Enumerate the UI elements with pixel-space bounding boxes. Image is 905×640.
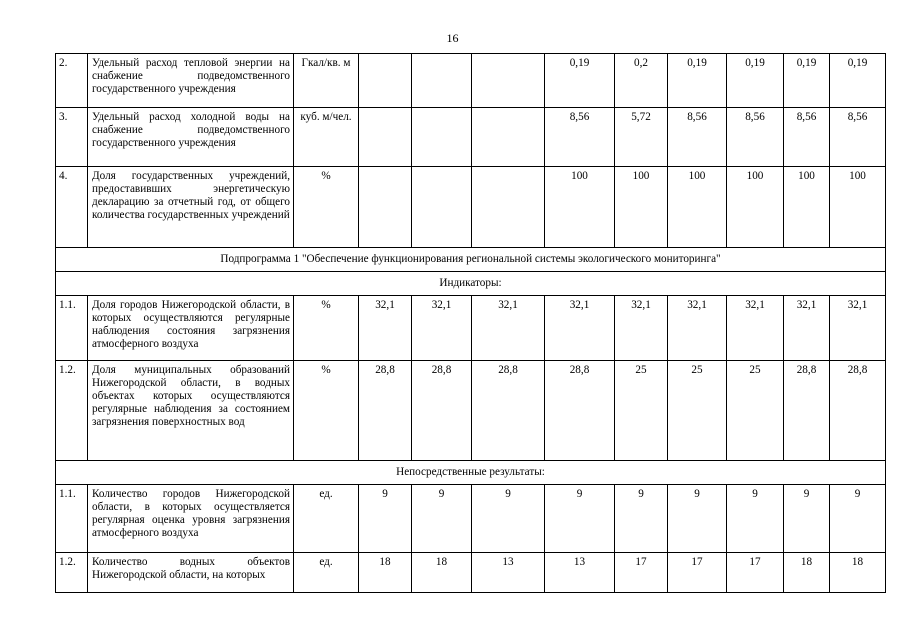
value-cell (359, 108, 412, 167)
table-row (56, 167, 886, 248)
indicator-name: Доля муниципальных образований Нижегородской области, в водных объектах которых осуществляются регулярные наблюдения за состоянием загрязнения поверхностных вод (88, 361, 294, 461)
value-cell: 100 (668, 167, 727, 248)
unit-cell: % (294, 167, 359, 248)
section-title: Индикаторы: (56, 272, 886, 296)
section-row (56, 272, 886, 296)
value-cell: 9 (472, 485, 545, 553)
value-cell: 17 (727, 553, 784, 593)
row-number: 1.2. (56, 553, 88, 593)
section-title: Непосредственные результаты: (56, 461, 886, 485)
value-cell: 32,1 (727, 296, 784, 361)
row-number: 3. (56, 108, 88, 167)
table-row (56, 54, 886, 108)
row-number: 2. (56, 54, 88, 108)
value-cell: 9 (727, 485, 784, 553)
value-cell: 9 (412, 485, 472, 553)
value-cell: 28,8 (359, 361, 412, 461)
value-cell: 8,56 (545, 108, 615, 167)
value-cell: 9 (545, 485, 615, 553)
value-cell: 32,1 (830, 296, 886, 361)
section-row (56, 248, 886, 272)
value-cell (412, 108, 472, 167)
table-row (56, 553, 886, 593)
value-cell: 32,1 (784, 296, 830, 361)
value-cell: 9 (359, 485, 412, 553)
value-cell: 100 (615, 167, 668, 248)
value-cell (472, 54, 545, 108)
value-cell: 18 (359, 553, 412, 593)
unit-cell: ед. (294, 553, 359, 593)
indicator-name: Доля государственных учреждений, предоставивших энергетическую декларацию за отчетный год, от общего количества государственных учреждений (88, 167, 294, 248)
value-cell: 100 (545, 167, 615, 248)
unit-cell: % (294, 361, 359, 461)
value-cell: 28,8 (830, 361, 886, 461)
value-cell: 25 (615, 361, 668, 461)
unit-cell: куб. м/чел. (294, 108, 359, 167)
value-cell: 9 (830, 485, 886, 553)
indicators-table (55, 53, 886, 593)
value-cell (412, 54, 472, 108)
value-cell: 100 (784, 167, 830, 248)
value-cell: 9 (615, 485, 668, 553)
table-row (56, 108, 886, 167)
value-cell: 18 (784, 553, 830, 593)
value-cell: 28,8 (412, 361, 472, 461)
value-cell: 0,19 (784, 54, 830, 108)
value-cell (472, 108, 545, 167)
value-cell: 28,8 (545, 361, 615, 461)
value-cell: 25 (727, 361, 784, 461)
value-cell: 0,19 (830, 54, 886, 108)
row-number: 1.2. (56, 361, 88, 461)
value-cell: 25 (668, 361, 727, 461)
value-cell: 8,56 (830, 108, 886, 167)
value-cell (412, 167, 472, 248)
value-cell: 13 (545, 553, 615, 593)
indicator-name: Количество водных объектов Нижегородской области, на которых (88, 553, 294, 593)
value-cell (359, 167, 412, 248)
indicator-name: Количество городов Нижегородской области, в которых осуществляется регулярная оценка уровня загрязнения атмосферного воздуха (88, 485, 294, 553)
value-cell: 17 (615, 553, 668, 593)
row-number: 1.1. (56, 296, 88, 361)
value-cell: 32,1 (359, 296, 412, 361)
value-cell: 5,72 (615, 108, 668, 167)
value-cell: 8,56 (668, 108, 727, 167)
value-cell: 28,8 (472, 361, 545, 461)
value-cell: 18 (412, 553, 472, 593)
row-number: 4. (56, 167, 88, 248)
section-title: Подпрограмма 1 "Обеспечение функционирования региональной системы экологического мониторинга" (56, 248, 886, 272)
value-cell: 32,1 (412, 296, 472, 361)
value-cell: 100 (727, 167, 784, 248)
value-cell: 17 (668, 553, 727, 593)
value-cell: 32,1 (545, 296, 615, 361)
value-cell: 100 (830, 167, 886, 248)
row-number: 1.1. (56, 485, 88, 553)
value-cell: 0,19 (545, 54, 615, 108)
value-cell: 32,1 (668, 296, 727, 361)
page-number: 16 (446, 31, 459, 45)
value-cell: 8,56 (727, 108, 784, 167)
unit-cell: ед. (294, 485, 359, 553)
value-cell (472, 167, 545, 248)
indicator-name: Доля городов Нижегородской области, в которых осуществляются регулярные наблюдения состояния загрязнения атмосферного воздуха (88, 296, 294, 361)
value-cell: 32,1 (615, 296, 668, 361)
value-cell: 9 (668, 485, 727, 553)
table-row (56, 361, 886, 461)
value-cell (359, 54, 412, 108)
value-cell: 0,19 (727, 54, 784, 108)
value-cell: 8,56 (784, 108, 830, 167)
value-cell: 9 (784, 485, 830, 553)
unit-cell: Гкал/кв. м (294, 54, 359, 108)
table-row (56, 296, 886, 361)
value-cell: 28,8 (784, 361, 830, 461)
unit-cell: % (294, 296, 359, 361)
value-cell: 32,1 (472, 296, 545, 361)
value-cell: 13 (472, 553, 545, 593)
indicator-name: Удельный расход тепловой энергии на снабжение подведомственного государственного учреждения (88, 54, 294, 108)
table-row (56, 485, 886, 553)
value-cell: 0,19 (668, 54, 727, 108)
value-cell: 18 (830, 553, 886, 593)
section-row (56, 461, 886, 485)
indicator-name: Удельный расход холодной воды на снабжение подведомственного государственного учреждения (88, 108, 294, 167)
value-cell: 0,2 (615, 54, 668, 108)
